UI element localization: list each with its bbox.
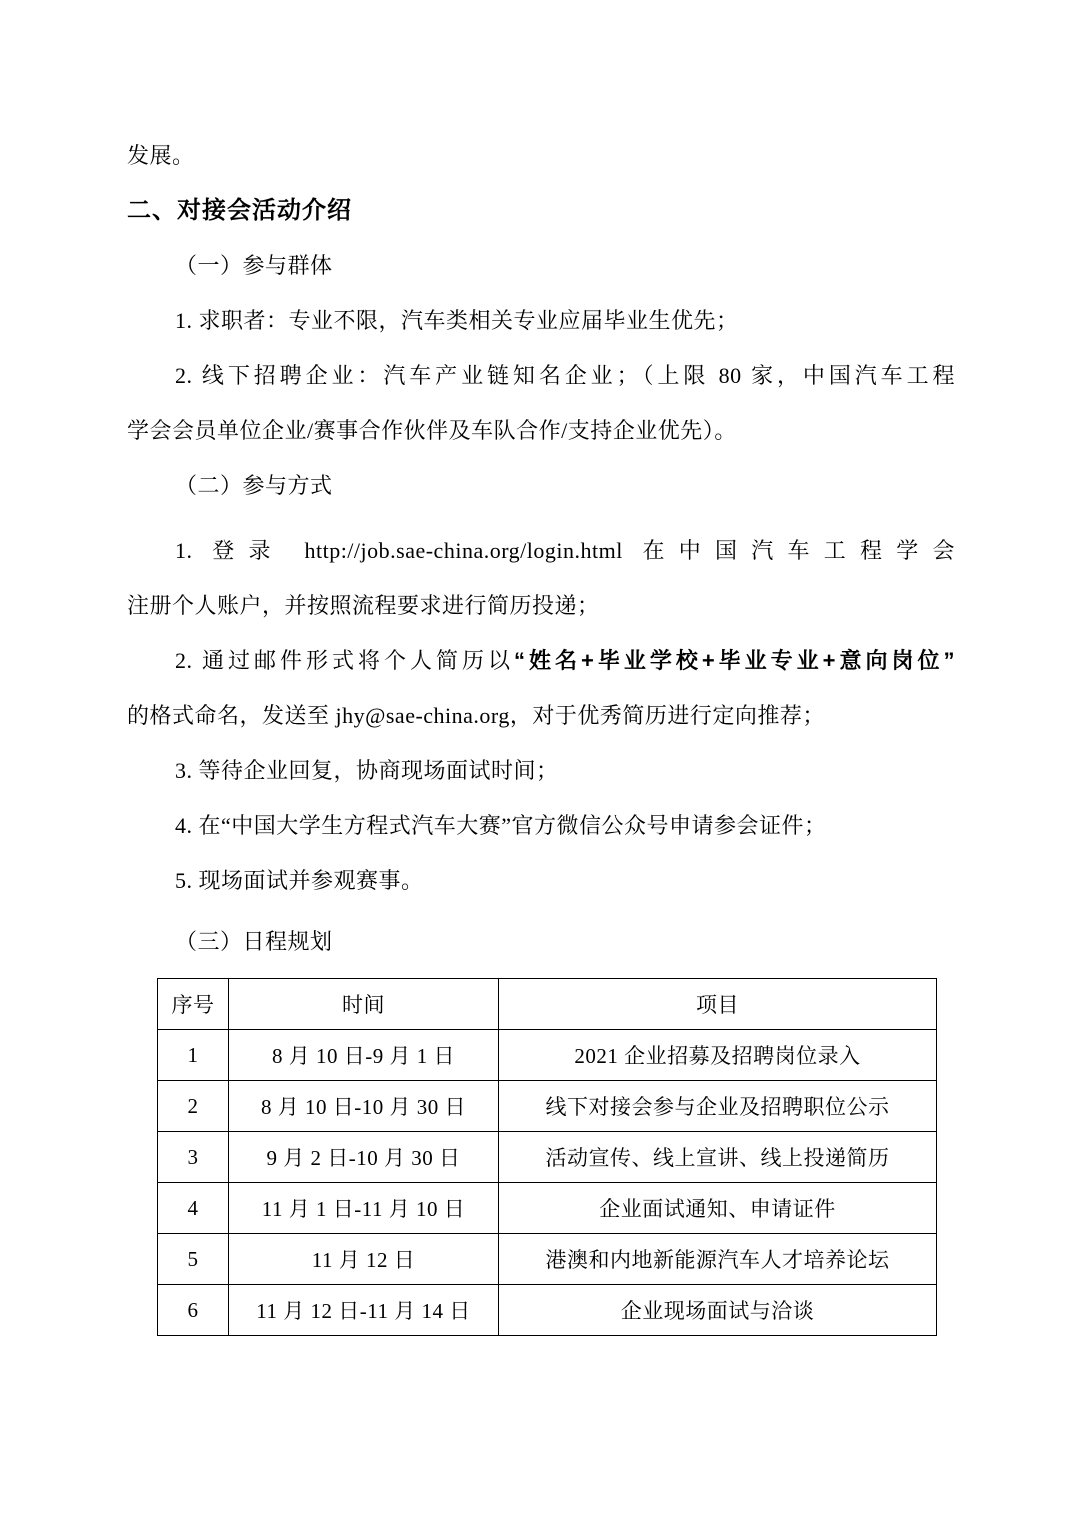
time-cell: 9 月 2 日-10 月 30 日 bbox=[229, 1132, 499, 1183]
text-run: 1. 求职者：专业不限，汽车类相关专业应届毕业生优先； bbox=[175, 308, 739, 333]
time-cell: 11 月 12 日 bbox=[229, 1234, 499, 1285]
project-cell: 企业面试通知、申请证件 bbox=[499, 1183, 937, 1234]
table-header-cell: 时间 bbox=[229, 979, 499, 1030]
text-run: 学会会员单位企业/赛事合作伙伴及车队合作/支持企业优先）。 bbox=[127, 418, 737, 443]
paragraph-tail-line bbox=[127, 128, 955, 183]
list-item-jobseekers bbox=[127, 293, 955, 348]
table-row bbox=[158, 1234, 937, 1285]
project-cell: 线下对接会参与企业及招聘职位公示 bbox=[499, 1081, 937, 1132]
schedule-table-header bbox=[158, 979, 937, 1030]
table-header-cell: 项目 bbox=[499, 979, 937, 1030]
row-number-cell: 5 bbox=[158, 1234, 229, 1285]
text-run: 5. 现场面试并参观赛事。 bbox=[175, 868, 424, 893]
schedule-table-body bbox=[158, 1030, 937, 1336]
table-header-row bbox=[158, 979, 937, 1030]
time-cell: 8 月 10 日-10 月 30 日 bbox=[229, 1081, 499, 1132]
list-item-email bbox=[127, 633, 955, 688]
text-run: （一）参与群体 bbox=[175, 253, 333, 278]
table-row bbox=[158, 1132, 937, 1183]
subsection-heading-method bbox=[127, 458, 955, 513]
list-item-apply-pass bbox=[127, 798, 955, 853]
text-run: 发展。 bbox=[127, 143, 195, 168]
table-row bbox=[158, 1081, 937, 1132]
time-cell: 8 月 10 日-9 月 1 日 bbox=[229, 1030, 499, 1081]
table-header-cell: 序号 bbox=[158, 979, 229, 1030]
project-cell: 企业现场面试与洽谈 bbox=[499, 1285, 937, 1336]
text-run: 的格式命名，发送至 jhy@sae-china.org，对于优秀简历进行定向推荐； bbox=[127, 703, 825, 728]
subsection-heading-participants bbox=[127, 238, 955, 293]
text-run: 2. 通过邮件形式将个人简历以 bbox=[175, 648, 514, 673]
row-number-cell: 1 bbox=[158, 1030, 229, 1081]
project-cell: 港澳和内地新能源汽车人才培养论坛 bbox=[499, 1234, 937, 1285]
table-row bbox=[158, 1183, 937, 1234]
row-number-cell: 3 bbox=[158, 1132, 229, 1183]
project-cell: 活动宣传、线上宣讲、线上投递简历 bbox=[499, 1132, 937, 1183]
time-cell: 11 月 12 日-11 月 14 日 bbox=[229, 1285, 499, 1336]
text-run: 二、对接会活动介绍 bbox=[127, 197, 352, 224]
row-number-cell: 4 bbox=[158, 1183, 229, 1234]
paragraph-tail-line bbox=[127, 403, 955, 458]
table-row bbox=[158, 1030, 937, 1081]
document-body bbox=[127, 128, 955, 969]
row-number-cell: 6 bbox=[158, 1285, 229, 1336]
section-heading bbox=[127, 183, 955, 238]
text-run: 4. 在“中国大学生方程式汽车大赛”官方微信公众号申请参会证件； bbox=[175, 813, 827, 838]
text-run: 3. 等待企业回复，协商现场面试时间； bbox=[175, 758, 559, 783]
text-run: （二）参与方式 bbox=[175, 473, 333, 498]
text-run: 1. 登录 http://job.sae-china.org/login.html 在中国汽车工程学会 bbox=[175, 538, 955, 563]
time-cell: 11 月 1 日-11 月 10 日 bbox=[229, 1183, 499, 1234]
text-run: 注册个人账户，并按照流程要求进行简历投递； bbox=[127, 593, 600, 618]
text-run: （三）日程规划 bbox=[175, 929, 333, 954]
text-run: 2. 线下招聘企业：汽车产业链知名企业；（上限 80 家，中国汽车工程 bbox=[175, 363, 955, 388]
table-row bbox=[158, 1285, 937, 1336]
list-item-onsite bbox=[127, 853, 955, 908]
bold-text-run: “姓名+毕业学校+毕业专业+意向岗位” bbox=[513, 648, 955, 673]
schedule-table bbox=[157, 978, 937, 1336]
list-item-companies bbox=[127, 348, 955, 403]
paragraph-tail-line bbox=[127, 578, 955, 633]
paragraph-tail-line bbox=[127, 688, 955, 743]
subsection-heading-schedule bbox=[127, 914, 955, 969]
list-item-register bbox=[127, 523, 955, 578]
project-cell: 2021 企业招募及招聘岗位录入 bbox=[499, 1030, 937, 1081]
list-item-wait-reply bbox=[127, 743, 955, 798]
row-number-cell: 2 bbox=[158, 1081, 229, 1132]
